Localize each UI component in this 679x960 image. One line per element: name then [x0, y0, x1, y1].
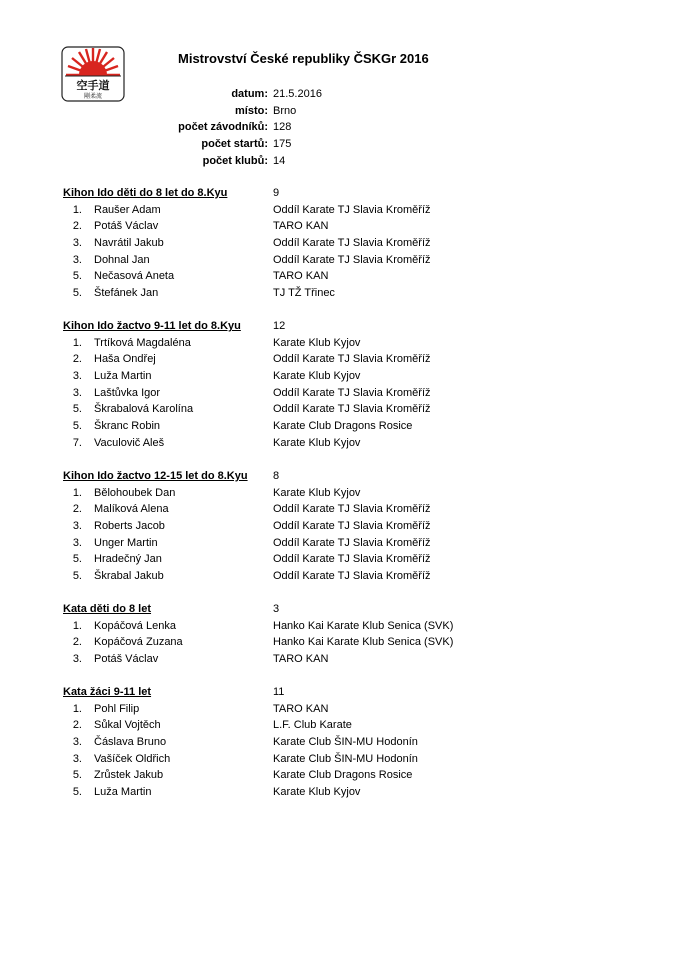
result-row: [0, 701, 679, 718]
result-club: Oddíl Karate TJ Slavia Kroměříž: [273, 553, 431, 566]
result-row: [0, 634, 679, 651]
result-club: Oddíl Karate TJ Slavia Kroměříž: [273, 570, 431, 583]
meta-row-clubs: [0, 153, 679, 170]
result-row: [0, 651, 679, 668]
category-name: Kata děti do 8 let: [63, 603, 152, 615]
result-row: [0, 751, 679, 768]
result-name: Haša Ondřej: [94, 353, 156, 366]
result-club: TARO KAN: [273, 220, 329, 233]
category-count: 12: [273, 320, 286, 332]
result-row: [0, 368, 679, 385]
result-name: Roberts Jacob: [94, 520, 165, 533]
category-name: Kihon Ido děti do 8 let do 8.Kyu: [63, 187, 228, 199]
category-section: [0, 684, 679, 801]
result-rank: 3.: [72, 752, 82, 765]
result-rank: 2.: [72, 220, 82, 233]
result-club: L.F. Club Karate: [273, 719, 352, 732]
result-rank: 5.: [72, 420, 82, 433]
result-rank: 2.: [72, 636, 82, 649]
result-name: Raušer Adam: [94, 203, 161, 216]
logo-kanji-top: 空手道: [76, 79, 110, 92]
result-row: [0, 435, 679, 452]
result-name: Dohnal Jan: [94, 253, 150, 266]
result-club: Karate Klub Kyjov: [273, 336, 361, 349]
result-row: [0, 767, 679, 784]
meta-value: 14: [273, 154, 286, 167]
category-section: [0, 468, 679, 585]
category-count: 9: [273, 187, 280, 199]
result-row: [0, 252, 679, 269]
page-title: Mistrovství České republiky ČSKGr 2016: [178, 51, 429, 66]
result-row: [0, 501, 679, 518]
result-name: Čáslava Bruno: [94, 736, 167, 749]
result-name: Trtíková Magdaléna: [94, 336, 191, 349]
result-club: Oddíl Karate TJ Slavia Kroměříž: [273, 353, 431, 366]
result-club: Hanko Kai Karate Klub Senica (SVK): [273, 636, 454, 649]
result-name: Luža Martin: [94, 370, 152, 383]
result-name: Štefánek Jan: [94, 287, 159, 300]
meta-row-date: [0, 86, 679, 103]
result-club: Karate Club Dragons Rosice: [273, 769, 413, 782]
result-name: Laštůvka Igor: [94, 386, 161, 399]
result-name: Zrůstek Jakub: [94, 769, 164, 782]
meta-label: počet klubů:: [202, 154, 268, 167]
category-section: [0, 318, 679, 452]
result-row: [0, 485, 679, 502]
result-rank: 1.: [72, 619, 82, 632]
result-name: Pohl Filip: [94, 702, 140, 715]
result-name: Škrabalová Karolína: [94, 403, 194, 416]
result-club: Oddíl Karate TJ Slavia Kroměříž: [273, 403, 431, 416]
result-row: [0, 268, 679, 285]
result-name: Škranc Robin: [94, 420, 161, 433]
result-club: Oddíl Karate TJ Slavia Kroměříž: [273, 203, 431, 216]
result-name: Škrabal Jakub: [94, 570, 164, 583]
result-name: Malíková Alena: [94, 503, 169, 516]
meta-label: místo:: [235, 104, 268, 117]
category-header: [0, 601, 679, 618]
result-club: TARO KAN: [273, 702, 329, 715]
result-rank: 5.: [72, 570, 82, 583]
meta-row-place: [0, 103, 679, 120]
event-info: [0, 86, 679, 169]
result-name: Kopáčová Zuzana: [94, 636, 183, 649]
result-rank: 1.: [72, 203, 82, 216]
result-rank: 1.: [72, 486, 82, 499]
category-name: Kihon Ido žactvo 9-11 let do 8.Kyu: [63, 320, 241, 332]
result-row: [0, 717, 679, 734]
meta-value: 21.5.2016: [273, 88, 322, 100]
result-rank: 2.: [72, 353, 82, 366]
category-name: Kata žáci 9-11 let: [63, 686, 152, 698]
result-name: Kopáčová Lenka: [94, 619, 176, 632]
result-name: Potáš Václav: [94, 220, 159, 233]
result-club: Hanko Kai Karate Klub Senica (SVK): [273, 619, 454, 632]
category-count: 8: [273, 470, 280, 482]
meta-value: Brno: [273, 104, 297, 117]
result-club: Oddíl Karate TJ Slavia Kroměříž: [273, 520, 431, 533]
category-count: 11: [273, 686, 285, 698]
category-count: 3: [273, 603, 280, 615]
result-name: Hradečný Jan: [94, 553, 162, 566]
result-club: Karate Klub Kyjov: [273, 786, 361, 799]
category-header: [0, 318, 679, 335]
meta-label: počet startů:: [201, 138, 268, 151]
result-club: TARO KAN: [273, 653, 329, 666]
result-row: [0, 401, 679, 418]
result-rank: 5.: [72, 270, 82, 283]
result-row: [0, 734, 679, 751]
result-rank: 7.: [72, 436, 82, 449]
result-name: Vašíček Oldřich: [94, 752, 171, 765]
result-name: Nečasová Aneta: [94, 270, 175, 283]
result-club: Karate Klub Kyjov: [273, 486, 361, 499]
result-row: [0, 351, 679, 368]
result-name: Vaculovič Aleš: [94, 436, 165, 449]
result-rank: 3.: [72, 653, 82, 666]
result-club: Karate Club Dragons Rosice: [273, 420, 413, 433]
result-name: Unger Martin: [94, 536, 158, 549]
result-rank: 5.: [72, 769, 82, 782]
result-row: [0, 218, 679, 235]
result-row: [0, 385, 679, 402]
result-club: TARO KAN: [273, 270, 329, 283]
result-name: Navrátil Jakub: [94, 237, 164, 250]
meta-value: 175: [273, 138, 292, 151]
result-club: Oddíl Karate TJ Slavia Kroměříž: [273, 503, 431, 516]
meta-row-competitors: [0, 119, 679, 136]
result-row: [0, 418, 679, 435]
meta-label: datum:: [231, 88, 268, 100]
result-rank: 5.: [72, 553, 82, 566]
category-header: [0, 684, 679, 701]
result-rank: 5.: [72, 786, 82, 799]
result-row: [0, 784, 679, 801]
category-section: [0, 185, 679, 302]
result-row: [0, 235, 679, 252]
result-row: [0, 285, 679, 302]
category-header: [0, 185, 679, 202]
category-header: [0, 468, 679, 485]
category-name: Kihon Ido žactvo 12-15 let do 8.Kyu: [63, 470, 248, 482]
result-rank: 2.: [72, 503, 82, 516]
result-row: [0, 202, 679, 219]
result-club: Oddíl Karate TJ Slavia Kroměříž: [273, 253, 431, 266]
result-rank: 3.: [72, 237, 82, 250]
result-club: Karate Klub Kyjov: [273, 436, 361, 449]
result-name: Bělohoubek Dan: [94, 486, 176, 499]
result-row: [0, 551, 679, 568]
result-rank: 3.: [72, 536, 82, 549]
result-name: Potáš Václav: [94, 653, 159, 666]
result-rank: 3.: [72, 370, 82, 383]
result-club: Oddíl Karate TJ Slavia Kroměříž: [273, 237, 431, 250]
result-name: Sůkal Vojtěch: [94, 719, 161, 732]
result-rank: 3.: [72, 253, 82, 266]
result-rank: 3.: [72, 386, 82, 399]
result-club: TJ TŽ Třinec: [273, 287, 335, 300]
result-club: Karate Klub Kyjov: [273, 370, 361, 383]
result-row: [0, 568, 679, 585]
result-club: Karate Club ŠIN-MU Hodonín: [273, 736, 418, 749]
meta-value: 128: [273, 121, 292, 134]
result-club: Karate Club ŠIN-MU Hodonín: [273, 752, 418, 765]
result-rank: 1.: [72, 336, 82, 349]
result-rank: 3.: [72, 520, 82, 533]
result-rank: 2.: [72, 719, 82, 732]
logo-kanji-bottom: 剛柔流: [83, 93, 103, 100]
meta-row-starts: [0, 136, 679, 153]
result-rank: 1.: [72, 702, 82, 715]
result-club: Oddíl Karate TJ Slavia Kroměříž: [273, 536, 431, 549]
result-club: Oddíl Karate TJ Slavia Kroměříž: [273, 386, 431, 399]
result-row: [0, 618, 679, 635]
result-rank: 5.: [72, 403, 82, 416]
result-row: [0, 535, 679, 552]
result-row: [0, 518, 679, 535]
category-section: [0, 601, 679, 668]
result-rank: 3.: [72, 736, 82, 749]
result-rank: 5.: [72, 287, 82, 300]
result-row: [0, 335, 679, 352]
meta-label: počet závodníků:: [178, 121, 268, 134]
result-name: Luža Martin: [94, 786, 152, 799]
